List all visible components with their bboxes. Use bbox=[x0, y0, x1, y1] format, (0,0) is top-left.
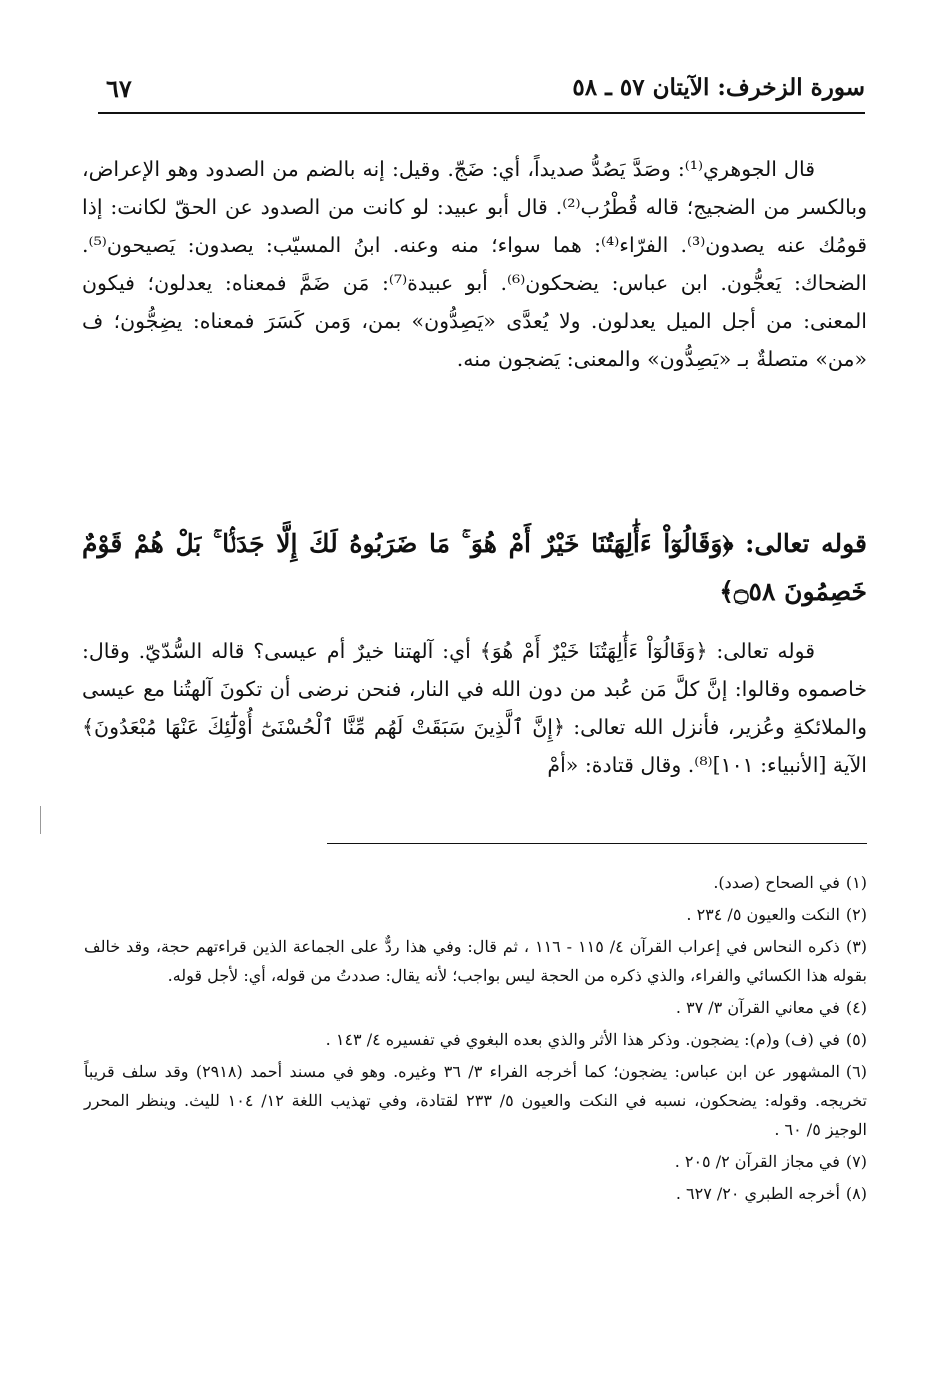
margin-mark bbox=[40, 806, 41, 834]
footnotes bbox=[84, 868, 867, 1211]
body-line: قال الجوهري⁽¹⁾: وصَدَّ يَصُدُّ صديداً، أي: ضَجّ. وقيل: إنه بالضم من الصدود وهو الإعراض، وبالكسر من الضجيج؛ قاله قُطْرُب⁽²⁾. قال أبو عبيد: لو كانت من الصدود عن الحقّ لكانت: إذا قومُك عنه يصدون⁽³⁾. الفرّاء⁽⁴⁾: هما سواء؛ منه وعنه. ابنُ المسيّب: يصدون: يَصيحون⁽⁵⁾. الضحاك: يَعجُّون. ابن عباس: يضحكون⁽⁶⁾. أبو عبيدة⁽⁷⁾: مَن ضَمَّ فمعناه: يعدلون؛ فيكون المعنى: من أجل الميل يعدلون. ولا يُعدَّى «يَصِدُّون» بمن، وَمن كَسَرَ فمعناه: يضِجُّون؛ ف «من» متصلةٌ بـ «يَصِدُّون» والمعنى: يَضجون منه. bbox=[82, 157, 868, 371]
footnote-divider bbox=[327, 843, 867, 844]
footnote-2: (٢)النكت والعيون ٥/ ٢٣٤ . bbox=[686, 905, 867, 924]
footnote-5: (٥)في (ف) و(م): يضجون. وذكر هذا الأثر والذي بعده البغوي في تفسيره ٤/ ١٤٣ . bbox=[325, 1030, 867, 1049]
footnote-6: (٦)المشهور عن ابن عباس: يضجون؛ كما أخرجه الفراء ٣/ ٣٦ وغيره. وهو في مسند أحمد (٢٩١٨) وقد سلف قريباً تخريجه. وقوله: يضحكون، نسبه في النكت والعيون ٥/ ٢٣٣ لقتادة، وفي تهذيب اللغة ١٢/ ١٠٤ لليث. وينظر المحرر الوجيز ٥/ ٦٠ . bbox=[84, 1062, 868, 1139]
body-text bbox=[82, 150, 867, 378]
commentary-paragraph: قوله تعالى: ﴿وَقَالُوٓاْ ءَأَٰلِهَتُنَا خَيْرٌ أَمْ هُوَ﴾ أي: آلهتنا خيرٌ أم عيسى؟ قاله السُّدّيّ. وقال: خاصموه وقالوا: إنَّ كلَّ مَن عُبد من دون الله في النار، فنحن نرضى أن تكونَ آلهتُنا مع عيسى والملائكةِ وعُزير، فأنزل الله تعالى: ﴿إِنَّ ٱلَّذِينَ سَبَقَتْ لَهُم مِّنَّا ٱلْحُسْنَىٰٓ أُوْلَٰٓئِكَ عَنْهَا مُبْعَدُونَ﴾ الآية [الأنبياء: ١٠١]⁽⁸⁾. وقال قتادة: «أمْ bbox=[82, 639, 867, 777]
footnote-4: (٤)في معاني القرآن ٣/ ٣٧ . bbox=[675, 998, 867, 1017]
verse-heading-text: ﴿وَقَالُوٓاْ ءَأَٰلِهَتُنَا خَيْرٌ أَمْ هُوَ ۚ مَا ضَرَبُوهُ لَكَ إِلَّا جَدَلَۢا ۚ بَلْ هُمْ قَوْمٌ خَصِمُونَ ۝٥٨﴾ bbox=[82, 529, 867, 606]
footnote-7: (٧)في مجاز القرآن ٢/ ٢٠٥ . bbox=[674, 1152, 867, 1171]
verse-heading-label: قوله تعالى: bbox=[745, 529, 867, 558]
footnote-3: (٣)ذكره النحاس في إعراب القرآن ٤/ ١١٥ - ١١٦ ، ثم قال: وفي هذا ردٌّ على الجماعة الذين قراءتهم حجة، وقد خالف بقوله هذا الكسائي والفراء، والذي ذكره من الحجة ليس بواجب؛ لأنه يقال: صددتُ من قوله، أي: لأجل قوله. bbox=[84, 937, 868, 985]
footnote-1: (١)في الصحاح (صدد). bbox=[713, 873, 867, 892]
page-number: ٦٧ bbox=[106, 74, 132, 103]
footnote-8: (٨)أخرجه الطبري ٢٠/ ٦٢٧ . bbox=[675, 1184, 867, 1203]
commentary bbox=[82, 632, 867, 784]
surah-title: سورة الزخرف: الآيتان ٥٧ ـ ٥٨ bbox=[572, 74, 865, 101]
verse-heading bbox=[82, 520, 867, 616]
page-header bbox=[98, 68, 865, 114]
